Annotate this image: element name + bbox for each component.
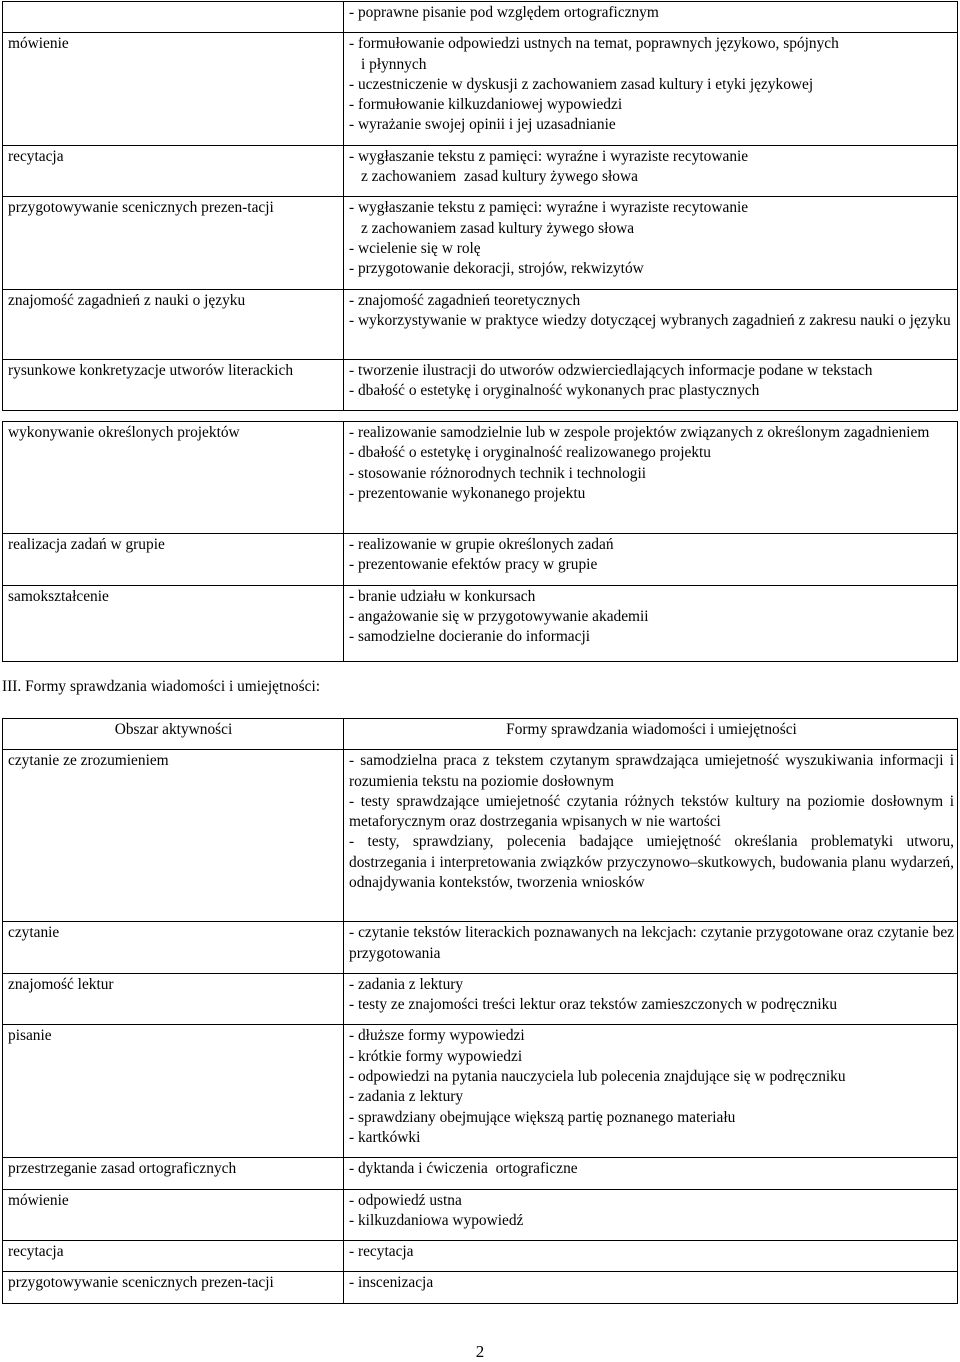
page-number: 2 bbox=[475, 1342, 485, 1361]
skills-cell bbox=[344, 289, 958, 359]
list-item: - prezentowanie wykonanego projektu bbox=[349, 484, 586, 502]
area-cell: rysunkowe konkretyzacje utworów literackich bbox=[3, 359, 344, 411]
list-item: - formułowanie odpowiedzi ustnych na temat, poprawnych językowo, spójnych bbox=[349, 35, 839, 53]
list-item: - dłuższe formy wypowiedzi bbox=[349, 1027, 525, 1045]
forms-cell bbox=[344, 922, 958, 974]
table-row bbox=[3, 1158, 958, 1189]
table-row bbox=[3, 750, 958, 922]
area-cell: znajomość lektur bbox=[3, 973, 344, 1025]
area-cell: mówienie bbox=[3, 1189, 344, 1241]
forms-cell bbox=[344, 1025, 958, 1158]
table-row bbox=[3, 422, 958, 534]
list-item: - znajomość zagadnień teoretycznych bbox=[349, 291, 581, 309]
list-item: - dyktanda i ćwiczenia ortograficzne bbox=[349, 1160, 578, 1178]
area-cell: przestrzeganie zasad ortograficznych bbox=[3, 1158, 344, 1189]
area-cell: pisanie bbox=[3, 1025, 344, 1158]
table-row bbox=[3, 1025, 958, 1158]
assessment-forms-table bbox=[2, 718, 958, 1304]
list-item: - recytacja bbox=[349, 1243, 414, 1261]
list-item: - odpowiedź ustna bbox=[349, 1191, 462, 1209]
list-item: - zadania z lektury bbox=[349, 975, 464, 993]
list-item: - kartkówki bbox=[349, 1128, 421, 1146]
area-cell: przygotowywanie scenicznych prezen-tacji bbox=[3, 1272, 344, 1303]
list-item: - zadania z lektury bbox=[349, 1088, 464, 1106]
list-item: - wygłaszanie tekstu z pamięci: wyraźne i wyraziste recytowanie bbox=[349, 199, 749, 217]
skills-cell bbox=[344, 2, 958, 33]
list-item: - wyrażanie swojej opinii i jej uzasadnianie bbox=[349, 116, 616, 134]
skills-cell bbox=[344, 197, 958, 289]
table-row bbox=[3, 585, 958, 661]
list-item: - czytanie tekstów literackich poznawanych na lekcjach: czytanie przygotowane oraz czytanie bez przygotowania bbox=[349, 924, 958, 962]
table-row bbox=[3, 289, 958, 359]
table-row bbox=[3, 1272, 958, 1303]
table-row bbox=[3, 534, 958, 586]
forms-cell bbox=[344, 1158, 958, 1189]
list-item: - testy, sprawdziany, polecenia badające umiejętność określania problematyki utworu, dostrzegania i interpretowania związków przyczynowo–skutkowych, budowania planu wydarzeń, odnajdywania kontekstów, tworzenia wniosków bbox=[349, 833, 958, 892]
forms-cell bbox=[344, 973, 958, 1025]
table-row bbox=[3, 145, 958, 197]
forms-cell bbox=[344, 750, 958, 922]
table-row bbox=[3, 33, 958, 145]
list-item: - wygłaszanie tekstu z pamięci: wyraźne i wyraziste recytowanie bbox=[349, 147, 749, 165]
area-cell bbox=[3, 2, 344, 33]
list-item: - wykorzystywanie w praktyce wiedzy dotyczącej wybranych zagadnień z zakresu nauki o języku bbox=[349, 311, 951, 329]
skills-cell bbox=[344, 534, 958, 586]
list-item: - formułowanie kilkuzdaniowej wypowiedzi bbox=[349, 96, 623, 114]
forms-cell bbox=[344, 1189, 958, 1241]
list-item: - realizowanie w grupie określonych zadań bbox=[349, 536, 614, 553]
table-row bbox=[3, 1189, 958, 1241]
list-item: - angażowanie się w przygotowywanie akademii bbox=[349, 607, 649, 625]
table-row bbox=[3, 922, 958, 974]
area-cell: przygotowywanie scenicznych prezen-tacji bbox=[3, 197, 344, 289]
list-item: - testy ze znajomości treści lektur oraz tekstów zamieszczonych w podręczniku bbox=[349, 996, 838, 1014]
table-row bbox=[3, 973, 958, 1025]
area-cell: czytanie bbox=[3, 922, 344, 974]
skills-table-continued bbox=[2, 1, 958, 411]
forms-cell bbox=[344, 1241, 958, 1272]
list-item: - samodzielna praca z tekstem czytanym sprawdzająca umiejetność wyszukiwania informacji i rozumienia tekstu na poziomie dosłownym bbox=[349, 752, 958, 790]
skills-cell bbox=[344, 359, 958, 411]
list-item: - inscenizacja bbox=[349, 1274, 434, 1292]
list-item: - sprawdziany obejmujące większą partię poznanego materiału bbox=[349, 1108, 736, 1126]
area-cell: samokształcenie bbox=[3, 585, 344, 661]
list-item: - uczestniczenie w dyskusji z zachowaniem zasad kultury i etyki językowej bbox=[349, 75, 814, 93]
list-item: - krótkie formy wypowiedzi bbox=[349, 1047, 523, 1065]
list-item: - prezentowanie efektów pracy w grupie bbox=[349, 556, 598, 574]
area-cell: wykonywanie określonych projektów bbox=[3, 422, 344, 534]
list-item: - stosowanie różnorodnych technik i technologii bbox=[349, 464, 647, 482]
list-item: - dbałość o estetykę i oryginalność wykonanych prac plastycznych bbox=[349, 381, 760, 399]
skills-cell bbox=[344, 585, 958, 661]
area-cell: realizacja zadań w grupie bbox=[3, 534, 344, 586]
skills-cell bbox=[344, 145, 958, 197]
forms-cell bbox=[344, 1272, 958, 1303]
area-cell: mówienie bbox=[3, 33, 344, 145]
area-cell: recytacja bbox=[3, 145, 344, 197]
table-row bbox=[3, 359, 958, 411]
table-row bbox=[3, 1241, 958, 1272]
list-item: - przygotowanie dekoracji, strojów, rekwizytów bbox=[349, 260, 644, 278]
list-item: i płynnych bbox=[361, 55, 427, 73]
skills-cell bbox=[344, 422, 958, 534]
table-row bbox=[3, 2, 958, 33]
list-item: - tworzenie ilustracji do utworów odzwierciedlających informacje podane w tekstach bbox=[349, 361, 873, 379]
list-item: - testy sprawdzające umiejetność czytania różnych tekstów kultury na poziomie dosłownym i metaforycznym oraz dostrzegania wpisanych w nie wartości bbox=[349, 792, 958, 831]
list-item: - branie udziału w konkursach bbox=[349, 587, 536, 605]
table-row bbox=[3, 197, 958, 289]
column-header-forms: Formy sprawdzania wiadomości i umiejętności bbox=[344, 719, 958, 750]
list-item: - dbałość o estetykę i oryginalność realizowanego projektu bbox=[349, 444, 711, 462]
projects-table bbox=[2, 421, 958, 662]
section-heading: III. Formy sprawdzania wiadomości i umiejętności: bbox=[2, 678, 320, 695]
list-item: - kilkuzdaniowa wypowiedź bbox=[349, 1211, 524, 1229]
area-cell: znajomość zagadnień z nauki o języku bbox=[3, 289, 344, 359]
list-item: z zachowaniem zasad kultury żywego słowa bbox=[361, 168, 638, 186]
column-header-area: Obszar aktywności bbox=[3, 719, 344, 750]
list-item: - wcielenie się w rolę bbox=[349, 239, 481, 257]
area-cell: czytanie ze zrozumieniem bbox=[3, 750, 344, 922]
list-item: - odpowiedzi na pytania nauczyciela lub polecenia znajdujące się w podręczniku bbox=[349, 1068, 846, 1086]
area-cell: recytacja bbox=[3, 1241, 344, 1272]
list-item: - poprawne pisanie pod względem ortograficznym bbox=[349, 4, 659, 21]
list-item: - realizowanie samodzielnie lub w zespole projektów związanych z określonym zagadnieniem bbox=[349, 424, 930, 441]
list-item: - samodzielne docieranie do informacji bbox=[349, 628, 591, 646]
list-item: z zachowaniem zasad kultury żywego słowa bbox=[361, 219, 635, 237]
table-header-row bbox=[3, 719, 958, 750]
skills-cell bbox=[344, 33, 958, 145]
